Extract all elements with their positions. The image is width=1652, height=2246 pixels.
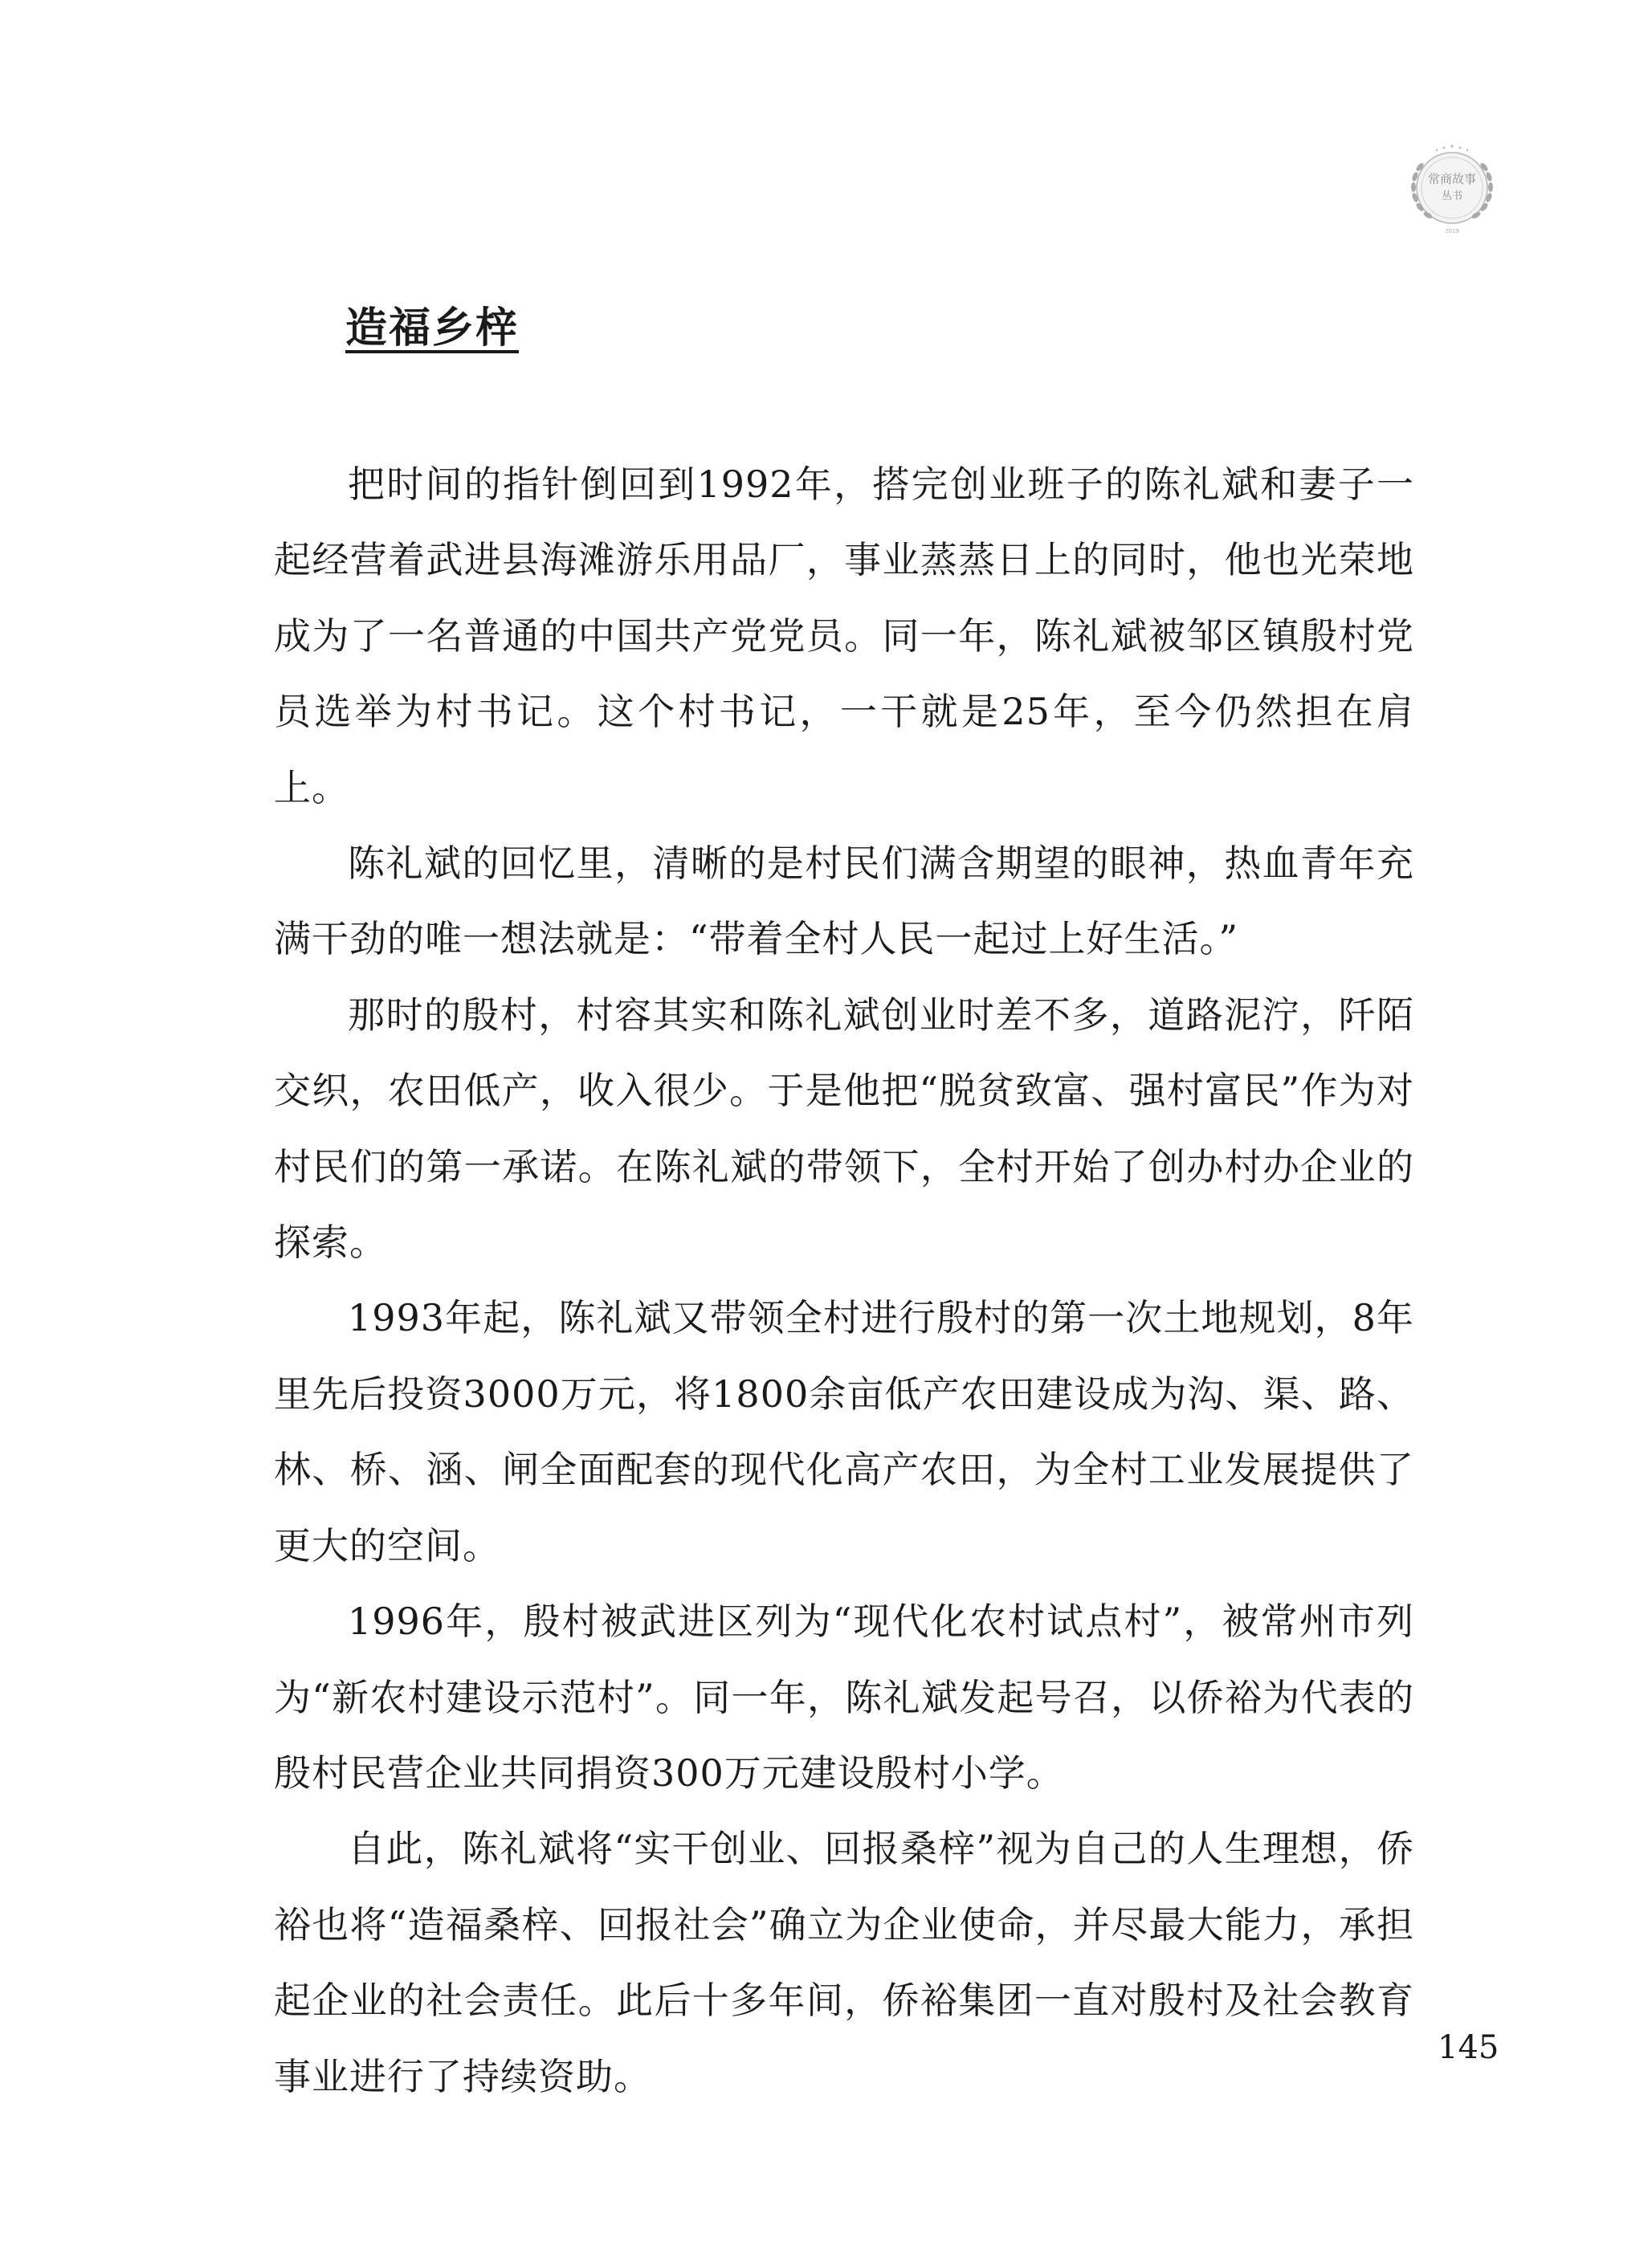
paragraph: 自此，陈礼斌将“实干创业、回报桑梓”视为自己的人生理想，侨裕也将“造福桑梓、回报社会”确立为企业使命，并尽最大能力，承担起企业的社会责任。此后十多年间，侨裕集团一直对殷村及社会教育事业进行了持续资助。 (274, 1827, 1414, 2098)
paragraph: 陈礼斌的回忆里，清晰的是村民们满含期望的眼神，热血青年充满干劲的唯一想法就是：“带着全村人民一起过上好生活。” (274, 842, 1414, 961)
seal-text-line2: 丛书 (1441, 190, 1463, 202)
paragraph: 1996年，殷村被武进区列为“现代化农村试点村”，被常州市列为“新农村建设示范村”。同一年，陈礼斌发起号召，以侨裕为代表的殷村民营企业共同捐资300万元建设殷村小学。 (274, 1600, 1414, 1795)
page-number: 145 (1438, 2029, 1499, 2066)
article-body (274, 446, 1414, 2114)
section-title: 造福乡梓 (345, 304, 520, 353)
series-seal-logo (1396, 135, 1508, 247)
paragraph: 1993年起，陈礼斌又带领全村进行殷村的第一次土地规划，8年里先后投资3000万元，将1800余亩低产农田建设成为沟、渠、路、林、桥、涵、闸全面配套的现代化高产农田，为全村工业发展提供了更大的空间。 (274, 1296, 1414, 1567)
seal-text-line1: 常商故事 (1427, 172, 1477, 186)
paragraph: 那时的殷村，村容其实和陈礼斌创业时差不多，道路泥泞，阡陌交织，农田低产，收入很少。于是他把“脱贫致富、强村富民”作为对村民们的第一承诺。在陈礼斌的带领下，全村开始了创办村办企业的探索。 (274, 993, 1414, 1265)
laurel-wreath-icon (1396, 135, 1508, 247)
paragraph: 把时间的指针倒回到1992年，搭完创业班子的陈礼斌和妻子一起经营着武进县海滩游乐用品厂，事业蒸蒸日上的同时，他也光荣地成为了一名普通的中国共产党党员。同一年，陈礼斌被邹区镇殷村党员选举为村书记。这个村书记，一干就是25年，至今仍然担在肩上。 (274, 463, 1414, 809)
seal-year: 2019 (1445, 228, 1459, 234)
